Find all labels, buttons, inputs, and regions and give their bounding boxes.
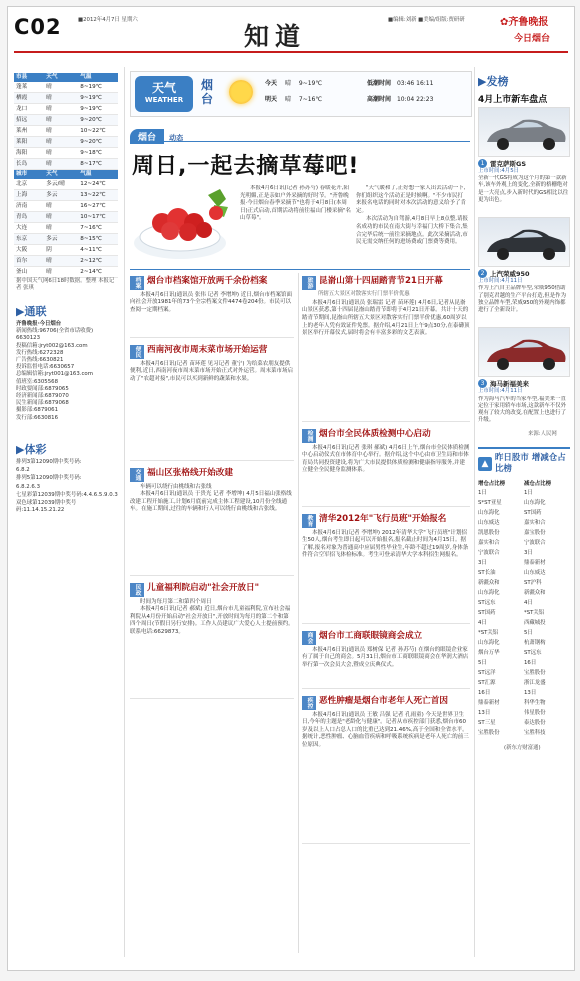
- stock-decrease-item: 杭萧钢构: [524, 640, 546, 647]
- today-label: 今天: [265, 80, 278, 87]
- stock-increase-item: ST长油: [478, 570, 496, 577]
- news-title-row: [302, 514, 470, 528]
- city-weather-row: [14, 234, 118, 245]
- city-weather-row: [14, 179, 118, 190]
- stock-title: 昨日股市 增减仓占比榜: [494, 453, 566, 474]
- county-weather-cell: 10~22℃: [80, 128, 106, 134]
- car-name: 海马新福美来: [490, 380, 529, 389]
- county-weather-cell: 海阳: [16, 150, 28, 156]
- car-description: 全新一代GS将成为这个月的第一款新车,该车外观上的变化,全新的格栅绝对是一大亮点,步入新时代的GS相比以往更为出色。: [478, 175, 569, 203]
- stock-decrease-item: 鼎泰新材: [524, 560, 546, 567]
- contact-line: 新闻热线:96706(全省市话收费): [16, 328, 94, 335]
- news-title: 烟台市工商联眼镜商会成立: [319, 631, 423, 641]
- city-weather-row: [14, 212, 118, 223]
- city-weather-cell: 多云/晴: [46, 181, 65, 187]
- county-weather-row: [14, 115, 118, 126]
- car-card: [478, 327, 570, 431]
- news-tag: 商会: [302, 631, 316, 645]
- car-illustration: [479, 328, 569, 376]
- news-body: 本报4月6日讯(通讯员 张瑞雷 记者 苗环莲) 4月6日,记者从昆嵛山景区获悉,第十四届昆嵛山踏青节即将于4月21日开幕。共计十天的踏青节期间,昆嵛山所辖五大景区对散客实行门票半价优惠,60周岁以上的老年人凭有效证件免票。据介绍,4月21日上午9点30分,在泰礴顶景区举行开幕仪式,届时将会有丰富多彩的文艺表演。: [302, 299, 470, 337]
- lottery-line: 6.8.2: [16, 467, 30, 474]
- section-tag: [130, 125, 470, 142]
- stock-increase-item: 山东海化: [478, 640, 500, 647]
- stock-decrease-item: 宁波联合: [524, 540, 546, 547]
- news-title: 烟台市全民体质检测中心启动: [319, 429, 431, 439]
- lottery-line: 排列5第12090期中奖号码:: [16, 475, 82, 482]
- low-tide-time: 03:46 16:11: [396, 80, 434, 87]
- lead-divider: [130, 269, 470, 270]
- car-name: 雷克萨斯GS: [490, 160, 527, 168]
- news-title: 烟台市档案馆开放两千余份档案: [147, 276, 268, 286]
- weather-city: 烟台: [201, 78, 214, 106]
- left-column-divider: [124, 67, 125, 957]
- news-title-row: [302, 276, 470, 290]
- county-weather-cell: 晴: [46, 95, 52, 101]
- news-title-row: [302, 429, 470, 443]
- stock-decrease-item: 浙江龙盛: [524, 680, 546, 687]
- stock-table: [478, 481, 570, 738]
- lottery-line: 双色球第12039期中奖号码:11.14.15.21.22: [16, 500, 77, 514]
- contact-line: 值班室:6305568: [16, 378, 58, 385]
- car-launch-date: 上市时间:4月11日: [478, 388, 523, 395]
- car-rank: 2: [478, 269, 487, 278]
- weather-badge: [135, 76, 193, 112]
- car-source: 来源:人民网: [528, 431, 557, 437]
- stock-decrease-item: 1日: [524, 490, 533, 497]
- county-weather-cell: 晴: [46, 117, 52, 123]
- arrow-right-icon: ▶: [478, 75, 487, 88]
- news-title-row: [130, 468, 294, 482]
- stock-increase-item: *ST关铝: [478, 630, 499, 637]
- county-weather-table: [14, 73, 118, 170]
- low-tide: [367, 80, 467, 88]
- county-weather-cell: 9~20℃: [80, 117, 102, 123]
- car-card: [478, 217, 570, 321]
- news-article: [302, 693, 470, 844]
- news-title-row: [130, 276, 294, 290]
- stock-increase-item: 1日: [478, 490, 487, 497]
- county-weather-cell: 晴: [46, 84, 52, 90]
- news-article: [130, 342, 294, 461]
- contact-line: 发行部:6630816: [16, 414, 58, 421]
- stock-increase-item: 山东海化: [478, 510, 500, 517]
- news-article: [130, 465, 294, 576]
- stock-decrease-item: ST沪科: [524, 580, 542, 587]
- news-body: 本报4月6日讯(通讯员 郑树保 记者 孙苏芍) 在烟台的眼镜企业家有了属于自己的商会。5月31日,烟台市工商联眼镜商会在华润大酒店举行第一次会员大会,暨成立庆典仪式。: [302, 646, 469, 668]
- contact-heading: [16, 303, 46, 319]
- city-weather-cell: 大阪: [16, 247, 28, 253]
- news-body: 车辆可以绕行由桃线和古张线: [140, 483, 212, 490]
- county-weather-cell: 莱阳: [16, 139, 28, 145]
- stock-increase-item: 3日: [478, 560, 487, 567]
- lead-article: [240, 185, 352, 271]
- county-weather-cell: 莱州: [16, 128, 28, 134]
- news-body: 本报4月6日讯(记者 苗环莲 见习记者 董宁) 为给菜农朋友提供便利,近日,西南河夜市周末菜市场开始正式对外运营。周末菜市场启动了"农超对接",市民可以买到新鲜的蔬菜和水果。: [130, 360, 293, 382]
- lottery-heading: [16, 441, 46, 457]
- tomorrow-label: 明天: [265, 96, 278, 103]
- news-title-row: [302, 696, 470, 710]
- county-weather-column-header: 天气: [46, 74, 58, 80]
- arrow-right-icon: ▶: [16, 305, 25, 318]
- news-tag: 档案: [130, 276, 144, 290]
- contact-line: 投稿信箱:jryt002@163.com: [16, 342, 88, 349]
- stock-decrease-item: 新疆众和: [524, 590, 546, 597]
- high-tide: [367, 96, 467, 104]
- news-title-row: [130, 583, 294, 597]
- city-weather-cell: 7~16℃: [80, 225, 102, 231]
- stock-decrease-item: ST国药: [524, 510, 542, 517]
- car-description: 作为海马汽车的当家车型,福美来一直定位于家用轿车市场,这款新车不仅外观有了较大的改变,在配置上也进行了升级。: [478, 395, 566, 424]
- city-weather-cell: 晴: [46, 214, 52, 220]
- stock-increase-item: 宁波联合: [478, 550, 500, 557]
- stock-increase-item: 凯恩股份: [478, 530, 500, 537]
- county-weather-cell: 晴: [46, 139, 52, 145]
- weather-box: [130, 71, 472, 117]
- car-name-row: [478, 269, 570, 278]
- news-title-row: [130, 345, 294, 359]
- county-weather-cell: 栖霞: [16, 95, 28, 101]
- news-article: [130, 273, 294, 338]
- city-weather-cell: 上海: [16, 192, 28, 198]
- contact-line: 经济新闻部:6879070: [16, 393, 69, 400]
- news-title: 福山区张格线开始改建: [147, 468, 233, 478]
- city-weather-cell: 晴: [46, 203, 52, 209]
- tomorrow-forecast: [265, 96, 365, 104]
- section-title: 知道: [244, 22, 307, 51]
- stock-increase-item: S*ST亚星: [478, 500, 502, 507]
- county-weather-header: [14, 73, 118, 82]
- county-weather-cell: 9~18℃: [80, 150, 102, 156]
- stock-increase-item: 宝胜股份: [478, 730, 500, 737]
- news-tag: 便民: [130, 345, 144, 359]
- city-weather-cell: 晴: [46, 225, 52, 231]
- ranking-section: 发榜: [486, 75, 509, 88]
- city-weather-column-header: 城市: [16, 171, 28, 177]
- stock-decrease-item: 山东威达: [524, 570, 546, 577]
- news-tag: 疾控: [302, 696, 316, 710]
- stock-increase-item: ST三星: [478, 720, 496, 727]
- weather-badge-cn: 天气: [151, 81, 176, 95]
- arrow-right-icon: ▶: [16, 443, 25, 456]
- city-weather-row: [14, 245, 118, 256]
- news-body: 时间为每月第二和第四个周日: [140, 598, 212, 605]
- car-rank: 3: [478, 379, 487, 388]
- news-body-2: 本报4月6日讯(记者 郝斌) 近日,烟台市儿童福利院,宣布社会福利院从4月份开始启动"社会开放日",开放时间为每月的第二个和第四个周日(节假日另行安排)。工作人员建议广大爱心人士提前预约。联系电话:6629873。: [130, 606, 294, 635]
- stock-col-a-header: 增仓占比榜: [478, 481, 505, 487]
- city-weather-cell: 16~27℃: [80, 203, 106, 209]
- lead-paragraph-1: 本报4月6日讯(记者 孙苏芍) 春暖花开,阳光明媚,正是亲如户外采摘的好时节。"齐鲁晚报·今日烟台春季采摘节"也将于4月8日(本周日)正式启动,首期活动将前往福山门楼采摘"名山草莓"。: [240, 185, 351, 222]
- city-weather-row: [14, 256, 118, 267]
- news-left-column: [130, 273, 294, 703]
- brand-sub: 今日烟台: [514, 34, 551, 44]
- contact-line: 6630123: [16, 335, 41, 342]
- news-tag: 交通: [130, 468, 144, 482]
- news-article: [302, 511, 470, 624]
- news-mid-column: [302, 273, 470, 848]
- car-list: [478, 107, 570, 438]
- section-tag-suffix: 动态: [169, 134, 184, 142]
- stock-increase-item: 13日: [478, 710, 491, 717]
- today-temp: 9~19℃: [298, 80, 323, 87]
- county-weather-cell: 9~20℃: [80, 139, 102, 145]
- car-name: 上汽荣威950: [490, 270, 530, 279]
- county-weather-cell: 8~19℃: [80, 84, 102, 90]
- contact-line: 摄影部:6879061: [16, 407, 58, 414]
- car-illustration: [479, 218, 569, 266]
- stock-decrease-item: 山东海化: [524, 500, 546, 507]
- car-photo: [478, 217, 570, 267]
- stock-increase-item: 山东海化: [478, 590, 500, 597]
- city-weather-cell: 晴: [46, 269, 52, 275]
- weather-badge-en: WEATHER: [144, 96, 184, 104]
- stock-increase-item: 新疆众和: [478, 580, 500, 587]
- news-tag: 检测: [302, 429, 316, 443]
- county-weather-cell: 长岛: [16, 161, 28, 167]
- stock-decrease-item: 伟星股份: [524, 710, 546, 717]
- city-weather-cell: 济南: [16, 203, 28, 209]
- newspaper-page: [7, 6, 575, 971]
- news-title: 恶性肿瘤是烟台市老年人死亡首因: [319, 696, 448, 706]
- right-column-divider: [474, 67, 475, 957]
- city-weather-cell: 12~24℃: [80, 181, 106, 187]
- editor-line: ■编辑:刘新 ■美编/组版:贾研研: [388, 17, 465, 23]
- contact-line: 发行热线:6272328: [16, 349, 64, 356]
- car-launch-date: 上市时间:4月5日: [478, 168, 520, 174]
- contact-line: 时政要闻部:6879065: [16, 385, 69, 392]
- lottery-line: 七星彩第12039期中奖号码:4.4.6.5.9.0.3: [16, 491, 118, 498]
- stock-decrease-item: 科华生物: [524, 700, 546, 707]
- stock-decrease-item: 宝胜股份: [524, 670, 546, 677]
- county-weather-row: [14, 82, 118, 93]
- sun-icon: [229, 80, 253, 104]
- news-title: 西南河夜市周末菜市场开始运营: [147, 345, 268, 355]
- lottery-line: 6.8.2.6.3: [16, 483, 41, 490]
- stock-note: (新东方财富通): [504, 745, 541, 751]
- stock-increase-item: ST汇源: [478, 680, 496, 687]
- car-illustration: [479, 108, 569, 156]
- stock-chart-icon: ▲: [478, 457, 492, 471]
- car-photo: [478, 107, 570, 157]
- county-weather-cell: 晴: [46, 128, 52, 134]
- stock-increase-item: ST国药: [478, 610, 496, 617]
- news-title: 昆嵛山第十四届踏青节21日开幕: [319, 276, 443, 286]
- city-weather-row: [14, 190, 118, 201]
- stock-increase-item: ST远洋: [478, 670, 496, 677]
- stock-increase-item: 4日: [478, 620, 487, 627]
- brand-logo: [500, 13, 548, 28]
- city-weather-cell: 2~14℃: [80, 269, 102, 275]
- brand-emblem-icon: ✿: [500, 17, 509, 28]
- lottery-list: [16, 459, 118, 515]
- city-weather-cell: 4~11℃: [80, 247, 102, 253]
- news-body: 本报4月6日讯(记者 李增坤) 2012年清华大学"飞行员班"计划招生50人,烟台考生即日起可以开始报名,报名截止时间为4月15日。据了解,报名对象为普通高中应届男性毕业生,年龄不超过19周岁,身体条件符合空军招飞体检标准。考生可登录清华大学本科招生网报名。: [302, 529, 469, 559]
- news-body: 本报4月6日讯(通讯员 张伟 记者 李增坤) 近日,烟台市档案馆面向社会开放1981年的73个全宗档案文件4474卷204份。市民可以查阅一定期档案。: [130, 291, 293, 313]
- car-launch-date: 上市时间:4月11日: [478, 278, 523, 285]
- weather-note: 据中国天气网6日18时数据。整理 本报记者 张琪: [16, 278, 115, 292]
- city-weather-column-header: 气温: [80, 171, 92, 177]
- stock-decrease-item: ST远东: [524, 650, 542, 657]
- county-weather-cell: 晴: [46, 106, 52, 112]
- ranking-title: 4月上市新车盘点: [478, 95, 548, 105]
- contact-list: [16, 321, 118, 422]
- date-line: ■2012年4月7日 星期六: [78, 17, 138, 23]
- city-weather-cell: 釜山: [16, 269, 28, 275]
- today-weather: 晴: [284, 80, 291, 87]
- stock-decrease-item: 3日: [524, 550, 533, 557]
- stock-decrease-item: 嘉实和合: [524, 520, 546, 527]
- county-weather-cell: 8~17℃: [80, 161, 102, 167]
- high-tide-time: 10:04 22:23: [396, 96, 434, 103]
- county-weather-cell: 9~19℃: [80, 106, 102, 112]
- today-forecast: [265, 80, 365, 88]
- lottery-line: 排列3第12090期中奖号码:: [16, 459, 82, 465]
- stock-increase-item: 鼎泰新材: [478, 700, 500, 707]
- news-body: 本报4月6日讯(记者 张琪 郝斌) 4月6日上午,烟台市全民体质检测中心启动仪式在市体育中心举行。据介绍,这个中心由市卫生局和市体育局共同投资建设,将为广大市民提供体质检测和健康指导服务,并建立健全全民健身监测体系。: [302, 444, 470, 474]
- news-article: [302, 273, 470, 422]
- county-weather-cell: 晴: [46, 161, 52, 167]
- stock-decrease-item: *ST关铝: [524, 610, 545, 617]
- news-body-2: 本报4月6日讯(通讯员 于贵光 记者 李增坤) 4月5日福山张格线改建工程开始施工,计划6月底前完成主体工程建设,10月份全线通车。在施工期间,过往的车辆和行人可以绕行由桃线和古张线。: [130, 491, 292, 513]
- county-weather-row: [14, 93, 118, 104]
- tomorrow-weather: 晴: [284, 96, 291, 103]
- news-tag: 教育: [302, 514, 316, 528]
- high-tide-label: 高潮时间: [367, 96, 392, 103]
- lead-paragraph-2: "天气暖和了,正好想一家人出去活动一下,你们组织这个活动正是时候啊。"不少市民打来报名电话的同时对本次活动的意义给予了肯定。: [356, 185, 467, 214]
- county-weather-row: [14, 159, 118, 170]
- car-name-row: [478, 159, 570, 168]
- stock-decrease-item: 泰达股份: [524, 720, 546, 727]
- city-weather-cell: 东京: [16, 236, 28, 242]
- news-title: 儿童福利院启动"社会开放日": [147, 583, 260, 593]
- county-weather-cell: 蓬莱: [16, 84, 28, 90]
- contact-line: 民生新闻部:6879068: [16, 400, 69, 407]
- stock-col-b-header: 减仓占比榜: [524, 481, 551, 487]
- contact-title: 通联: [24, 305, 47, 318]
- strawberry-bowl-illustration: [130, 183, 236, 263]
- stock-heading: [478, 447, 570, 475]
- stock-decrease-item: 13日: [524, 690, 537, 697]
- county-weather-cell: 龙口: [16, 106, 28, 112]
- news-article: [302, 426, 470, 507]
- news-article: [302, 628, 470, 689]
- city-weather-row: [14, 267, 118, 278]
- county-weather-column-header: 气温: [80, 74, 92, 80]
- news-title: 清华2012年"飞行员班"开始报名: [319, 514, 447, 524]
- headline: 周日,一起去摘草莓吧!: [132, 154, 360, 179]
- lead-article-cont: [356, 185, 468, 271]
- news-tag: 民政: [130, 583, 144, 597]
- masthead-rule: [14, 51, 568, 53]
- city-weather-row: [14, 223, 118, 234]
- county-weather-cell: 招远: [16, 117, 28, 123]
- contact-line: 广告热线:6630821: [16, 357, 64, 364]
- car-photo: [478, 327, 570, 377]
- city-weather-table: [14, 170, 118, 278]
- news-title-row: [302, 631, 470, 645]
- city-weather-cell: 8~15℃: [80, 236, 102, 242]
- stock-increase-item: 嘉实和合: [478, 540, 500, 547]
- city-weather-cell: 2~12℃: [80, 258, 102, 264]
- county-weather-row: [14, 137, 118, 148]
- news-column-divider: [298, 273, 299, 953]
- low-tide-label: 低潮时间: [367, 80, 392, 87]
- car-description: 作为上汽自主品牌车型,荣威950借助了别克君越的生产平台打造,但是作为独立品牌车型,荣威950的外观内饰都进行了全新设计。: [478, 285, 566, 314]
- stock-decrease-item: 西藏城投: [524, 620, 546, 627]
- contact-line: 齐鲁晚报·今日烟台: [16, 321, 62, 327]
- county-weather-cell: 晴: [46, 150, 52, 156]
- city-weather-cell: 10~17℃: [80, 214, 106, 220]
- news-tag: 旅游: [302, 276, 316, 290]
- city-weather-row: [14, 201, 118, 212]
- county-weather-row: [14, 126, 118, 137]
- car-rank: 1: [478, 159, 487, 168]
- brand-name: 齐鲁晚报: [508, 17, 549, 28]
- city-weather-cell: 大连: [16, 225, 28, 231]
- stock-decrease-item: 宝胜科技: [524, 730, 546, 737]
- car-card: [478, 107, 570, 211]
- county-weather-cell: 9~19℃: [80, 95, 102, 101]
- section-tag-name: 烟台: [130, 129, 164, 144]
- stock-increase-item: 山东威达: [478, 520, 500, 527]
- stock-decrease-item: 5日: [524, 630, 533, 637]
- stock-increase-item: 16日: [478, 690, 491, 697]
- stock-increase-item: 烟台万华: [478, 650, 500, 657]
- county-weather-row: [14, 148, 118, 159]
- city-weather-column-header: 天气: [46, 171, 58, 177]
- city-weather-cell: 首尔: [16, 258, 28, 264]
- city-weather-cell: 阴: [46, 247, 52, 253]
- county-weather-row: [14, 104, 118, 115]
- tomorrow-temp: 7~16℃: [298, 96, 323, 103]
- contact-line: 投诉监督电话:6630657: [16, 364, 75, 371]
- contact-line: 总编辑信箱:jryt001@163.com: [16, 371, 93, 378]
- city-weather-cell: 多云: [46, 192, 58, 198]
- lead-paragraph-3: 本次活动为自驾游,4月8日早上8点整,请报名成功的市民在南大街与幸福门大桥下集合,集合完毕后统一前往采摘地点。此次采摘活动,市民无需交纳任何的进场费或门票费等费用。: [356, 216, 468, 246]
- news-article: [130, 580, 294, 699]
- city-weather-cell: 北京: [16, 181, 28, 187]
- strawberry-image: [130, 183, 236, 263]
- city-weather-cell: 青岛: [16, 214, 28, 220]
- news-subtitle: 所辖五大景区对散客实行门票半价优惠: [318, 290, 410, 297]
- right-section-head: [478, 73, 568, 105]
- county-weather-column-header: 市县: [16, 74, 28, 80]
- city-weather-header: [14, 170, 118, 179]
- news-body: 本报4月6日讯(通讯员 王敏 吕强 记者 孔雨童) 今天是世界卫生日,今年的主题是"老龄化与健康"。记者从市疾控部门获悉,烟台市60岁及以上人口占总人口的比重已达到21.46%,高于全国和全省水平。据统计,恶性肿瘤、心脑血管疾病和呼吸系统疾病是老年人死亡的前三位原因。: [302, 711, 469, 748]
- stock-decrease-item: 4日: [524, 600, 533, 607]
- lottery-title: 体彩: [24, 443, 47, 456]
- page-code: C02: [14, 15, 62, 39]
- city-weather-cell: 13~22℃: [80, 192, 106, 198]
- stock-decrease-item: 16日: [524, 660, 537, 667]
- stock-decrease-item: 嘉宝股份: [524, 530, 546, 537]
- city-weather-cell: 多云: [46, 236, 58, 242]
- stock-increase-item: ST远东: [478, 600, 496, 607]
- stock-increase-item: 5日: [478, 660, 487, 667]
- city-weather-cell: 晴: [46, 258, 52, 264]
